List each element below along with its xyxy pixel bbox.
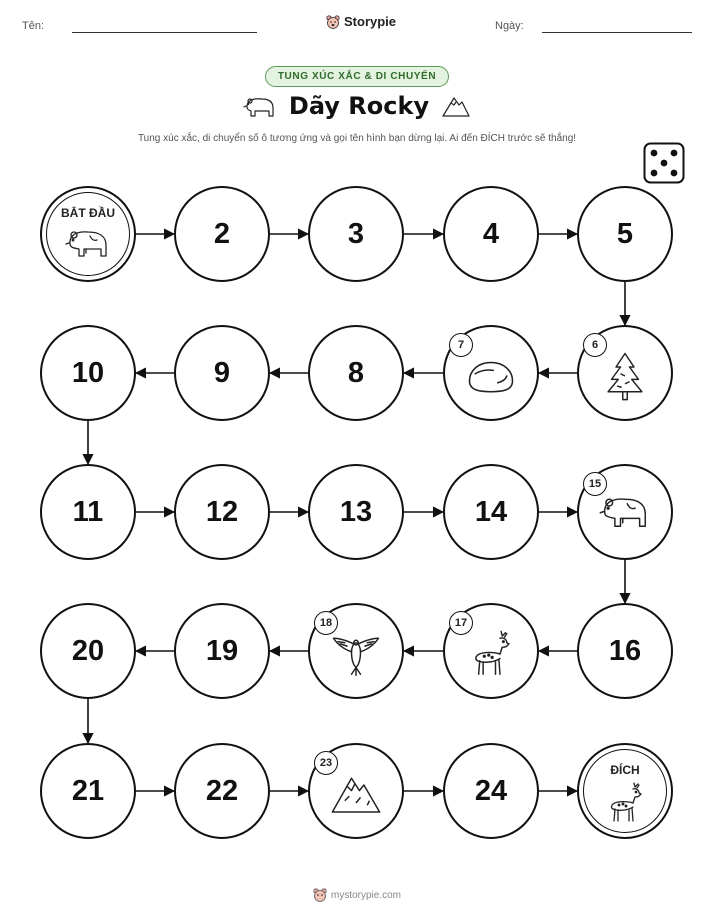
bear-icon — [598, 488, 652, 542]
footer — [0, 888, 714, 902]
space-number: 5 — [616, 217, 634, 250]
board-space-12 — [174, 464, 270, 560]
space-number-badge: 6 — [583, 333, 607, 357]
board-space-17 — [443, 603, 539, 699]
finish-label: ĐÍCH — [610, 763, 640, 777]
footer-site: mystorypie.com — [330, 889, 401, 901]
board-space-19 — [174, 603, 270, 699]
space-number: 12 — [205, 495, 239, 528]
bear-icon — [64, 222, 112, 270]
rock-icon — [464, 349, 518, 403]
board-space-13 — [308, 464, 404, 560]
name-label: Tên: — [22, 20, 45, 32]
space-number: 9 — [213, 356, 231, 389]
space-number: 4 — [482, 217, 500, 250]
board-space-22 — [174, 743, 270, 839]
start-space — [40, 186, 136, 282]
page-title: Dãy Rocky — [288, 92, 430, 120]
board-space-14 — [443, 464, 539, 560]
eagle-icon — [329, 627, 383, 681]
space-number-badge: 18 — [314, 611, 338, 635]
space-number: 20 — [71, 634, 105, 667]
board-space-10 — [40, 325, 136, 421]
board-space-6 — [577, 325, 673, 421]
board-space-3 — [308, 186, 404, 282]
instructions: Tung xúc xắc, di chuyển số ô tương ứng và gọi tên hình bạn dừng lại. Ai đến ĐÍCH trước sẽ thắng! — [137, 133, 577, 144]
space-number: 16 — [608, 634, 642, 667]
activity-pill: TUNG XÚC XẮC & DI CHUYỂN — [265, 66, 449, 87]
space-number: 22 — [205, 774, 239, 807]
board-space-18 — [308, 603, 404, 699]
space-number: 11 — [72, 495, 104, 528]
finish-space — [577, 743, 673, 839]
board-space-8 — [308, 325, 404, 421]
board-space-7 — [443, 325, 539, 421]
board-space-23 — [308, 743, 404, 839]
space-number-badge: 23 — [314, 751, 338, 775]
space-number: 3 — [347, 217, 365, 250]
board-space-24 — [443, 743, 539, 839]
board-space-9 — [174, 325, 270, 421]
board-space-21 — [40, 743, 136, 839]
space-number: 8 — [347, 356, 365, 389]
brand-name: Storypie — [344, 14, 397, 29]
space-number: 21 — [71, 774, 105, 807]
mountain-icon — [329, 767, 383, 821]
space-number: 10 — [71, 356, 105, 389]
date-label: Ngày: — [495, 20, 524, 32]
space-number-badge: 7 — [449, 333, 473, 357]
storypie-bear-icon — [313, 888, 327, 902]
deer-icon — [601, 779, 649, 827]
deer-icon — [464, 627, 518, 681]
space-number: 13 — [339, 495, 373, 528]
space-number: 14 — [474, 495, 508, 528]
space-number-badge: 15 — [583, 472, 607, 496]
pine-tree-icon — [598, 349, 652, 403]
space-number: 19 — [205, 634, 239, 667]
board-space-15 — [577, 464, 673, 560]
board-space-16 — [577, 603, 673, 699]
board-space-20 — [40, 603, 136, 699]
board-space-2 — [174, 186, 270, 282]
board-space-11 — [40, 464, 136, 560]
space-number: 24 — [474, 774, 508, 807]
space-number-badge: 17 — [449, 611, 473, 635]
space-number: 2 — [213, 217, 231, 250]
board-space-4 — [443, 186, 539, 282]
start-label: BẮT ĐẦU — [61, 206, 115, 220]
board-space-5 — [577, 186, 673, 282]
